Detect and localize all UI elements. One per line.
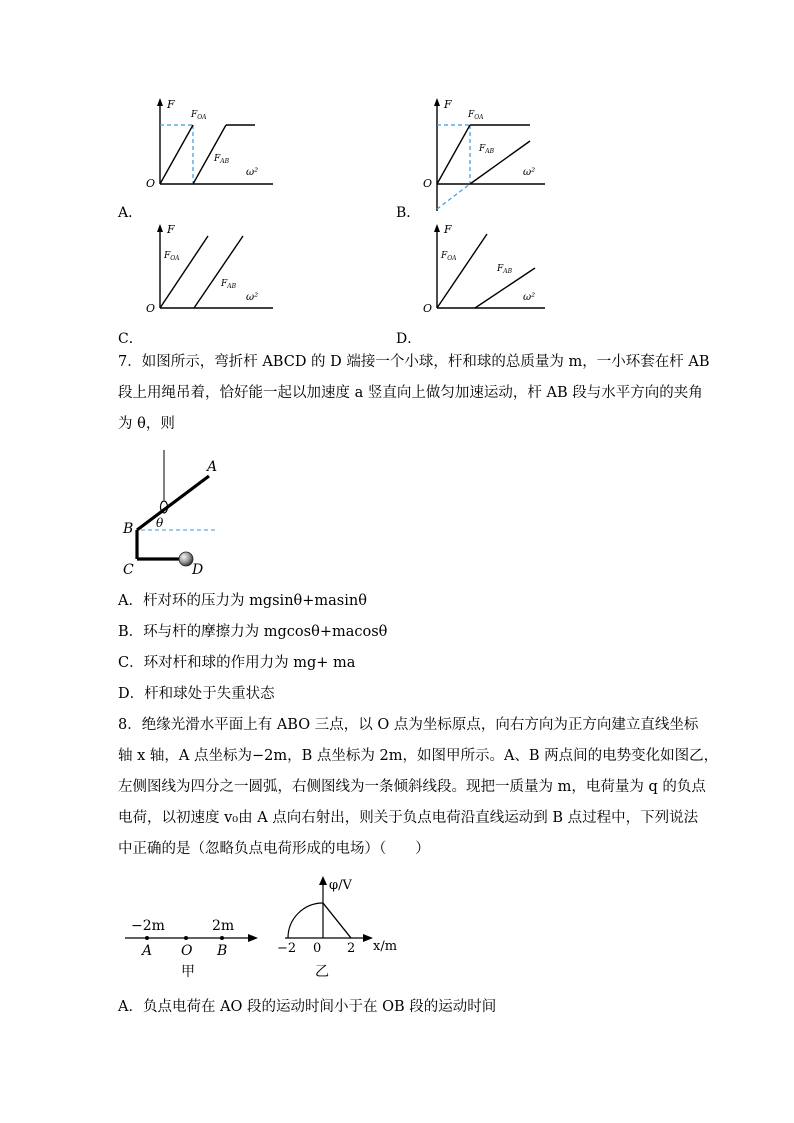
q8-line-2: 轴 x 轴，A 点坐标为−2m，B 点坐标为 2m，如图甲所示。A、B 两点间的电势变化如图乙， bbox=[118, 748, 719, 764]
caption-yi: 乙 bbox=[315, 964, 329, 980]
line-oa-label: $F_{OA}$ bbox=[164, 251, 180, 262]
q7-line-1: 7．如图所示，弯折杆 ABCD 的 D 端接一个小球，杆和球的总质量为 m，一小环套在杆 AB bbox=[118, 354, 710, 370]
y-axis-label: F bbox=[167, 223, 175, 236]
graph-b bbox=[395, 95, 565, 220]
y-axis-label: F bbox=[167, 98, 175, 111]
q8-line-4: 电荷，以初速度 v₀由 A 点向右射出，则关于负点电荷沿直线运动到 B 点过程中，下列说法 bbox=[118, 810, 699, 826]
y-axis-label: F bbox=[444, 223, 452, 236]
q8-line-3: 左侧图线为四分之一圆弧，右侧图线为一条倾斜线段。现把一质量为 m，电荷量为 q 的负点 bbox=[118, 779, 706, 795]
origin-label: O bbox=[423, 177, 433, 190]
line-ab-label: $F_{AB}$ bbox=[479, 144, 494, 155]
point-a: A bbox=[142, 943, 153, 959]
line-oa-label: $F_{OA}$ bbox=[441, 251, 457, 262]
q8-figure-yi-svg bbox=[275, 872, 410, 982]
q8-figure-jia-svg bbox=[120, 910, 270, 982]
x-axis-label: ω² bbox=[523, 292, 536, 303]
line-oa-label: $F_{OA}$ bbox=[468, 110, 484, 121]
label-c: C bbox=[123, 562, 134, 578]
graph-d-svg bbox=[395, 220, 565, 325]
q8-line-5: 中正确的是（忽略负点电荷形成的电场）（ ） bbox=[118, 841, 430, 857]
q7-line-3: 为 θ，则 bbox=[118, 416, 175, 432]
tick-zero: 0 bbox=[313, 941, 322, 956]
q7-option-a: A．杆对环的压力为 mgsinθ+masinθ bbox=[118, 593, 367, 609]
label-d: D bbox=[192, 562, 204, 578]
tick-neg-2: −2 bbox=[277, 941, 297, 956]
line-ab-label: $F_{AB}$ bbox=[214, 154, 229, 165]
q7-option-b: B．环与杆的摩擦力为 mgcosθ+macosθ bbox=[118, 624, 388, 640]
origin-label: O bbox=[423, 302, 433, 315]
x-axis-label: ω² bbox=[523, 167, 536, 178]
q8-figure-jia bbox=[120, 910, 270, 982]
q8-figure-yi bbox=[275, 872, 410, 982]
label-a: A bbox=[207, 459, 218, 475]
q8-option-a: A．负点电荷在 AO 段的运动时间小于在 OB 段的运动时间 bbox=[118, 999, 497, 1015]
graph-d bbox=[395, 220, 565, 325]
origin-label: O bbox=[146, 302, 156, 315]
point-b: B bbox=[217, 943, 228, 959]
graph-c bbox=[118, 220, 288, 325]
line-ab-label: $F_{AB}$ bbox=[497, 264, 512, 275]
x-axis-label: x/m bbox=[373, 939, 398, 954]
q7-figure-svg bbox=[115, 448, 235, 578]
line-oa-label: $F_{OA}$ bbox=[191, 110, 207, 121]
q7-option-d: D．杆和球处于失重状态 bbox=[118, 686, 275, 702]
graph-a-svg bbox=[118, 95, 288, 220]
a-coordinate: −2m bbox=[131, 918, 165, 934]
tick-pos-2: 2 bbox=[347, 941, 356, 956]
origin-label: O bbox=[146, 177, 156, 190]
graph-b-label: B． bbox=[396, 205, 421, 221]
angle-theta: θ bbox=[156, 516, 164, 530]
line-ab-label: $F_{AB}$ bbox=[221, 279, 236, 290]
x-axis-label: ω² bbox=[246, 167, 259, 178]
q8-line-1: 8．绝缘光滑水平面上有 ABO 三点，以 O 点为坐标原点，向右方向为正方向建立直线坐标 bbox=[118, 717, 699, 733]
graph-a bbox=[118, 95, 288, 220]
q7-option-c: C．环对杆和球的作用力为 mg+ ma bbox=[118, 655, 356, 671]
graph-c-label: C． bbox=[118, 331, 143, 347]
graph-a-label: A． bbox=[118, 205, 143, 221]
y-axis-label: F bbox=[444, 98, 452, 111]
x-axis-label: ω² bbox=[246, 292, 259, 303]
graph-b-svg bbox=[395, 95, 565, 220]
y-axis-label: φ/V bbox=[329, 878, 352, 893]
graph-d-label: D． bbox=[396, 331, 422, 347]
graph-c-svg bbox=[118, 220, 288, 325]
label-b: B bbox=[123, 521, 134, 537]
point-o: O bbox=[181, 943, 193, 959]
q7-line-2: 段上用绳吊着，恰好能一起以加速度 a 竖直向上做匀加速运动，杆 AB 段与水平方向的夹角 bbox=[118, 385, 703, 401]
q7-figure bbox=[115, 448, 235, 578]
b-coordinate: 2m bbox=[212, 918, 235, 934]
caption-jia: 甲 bbox=[181, 964, 195, 980]
